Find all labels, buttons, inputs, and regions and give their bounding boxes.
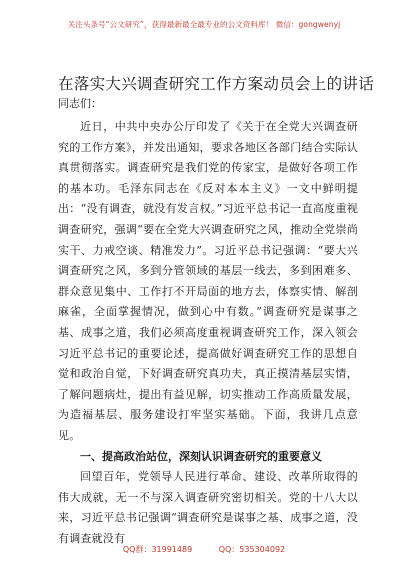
- section-heading: 一、提高政治站位，深刻认识调查研究的重要意义: [80, 449, 322, 463]
- document-title: 在落实大兴调查研究工作方案动员会上的讲话: [58, 75, 375, 93]
- qq-group-text: QQ群：31991489: [122, 545, 193, 554]
- intro-paragraph: 近日，中共中央办公厅印发了《关于在全党大兴调查研究的工作方案》，并发出通知，要求各地区各部门结合实际认真贯彻落实。调查研究是我们党的传家宝，是做好各项工作的基本功。毛泽东同志在《反对本本主义》一文中鲜明提出：“没有调查，就没有发言权。”习近平总书记一直高度重视调查研究，强调“要在全党大兴调查研究之风，推动全党崇尚实干、力戒空谈、精准发力”。习近平总书记强调：“要大兴调查研究之风，多到分管领域的基层一线去，多到困难多、群众意见集中、工作打不开局面的地方去，体察实情、解剖麻雀，全面掌握情况，做到心中有数。”调查研究是谋事之基、成事之道，我们必须高度重视调查研究工作，深入领会习近平总书记的重要论述，提高做好调查研究工作的思想自觉和政治自觉，下好调查研究真功夫，真正摸清基层实情，了解问题病灶，提出有益见解，切实推动工作高质量发展，为造福基层、服务建设打牢坚实基础。下面，我讲几点意见。: [58, 120, 358, 442]
- footer-contact: [0, 544, 408, 555]
- salutation: 同志们：: [58, 97, 102, 110]
- qq-text: QQ：535304092: [218, 545, 286, 554]
- header-banner: 关注头条号“公文研究”，获得最新最全最专业的公文资料库！ 微信：gongwenyj: [67, 20, 341, 29]
- document-body: [58, 74, 375, 549]
- section-paragraph: 回望百年，党领导人民进行革命、建设、改革所取得的伟大成就，无一不与深入调查研究密切相关。党的十八大以来，习近平总书记强调“调查研究是谋事之基、成事之道，没有调查就没有: [58, 470, 358, 545]
